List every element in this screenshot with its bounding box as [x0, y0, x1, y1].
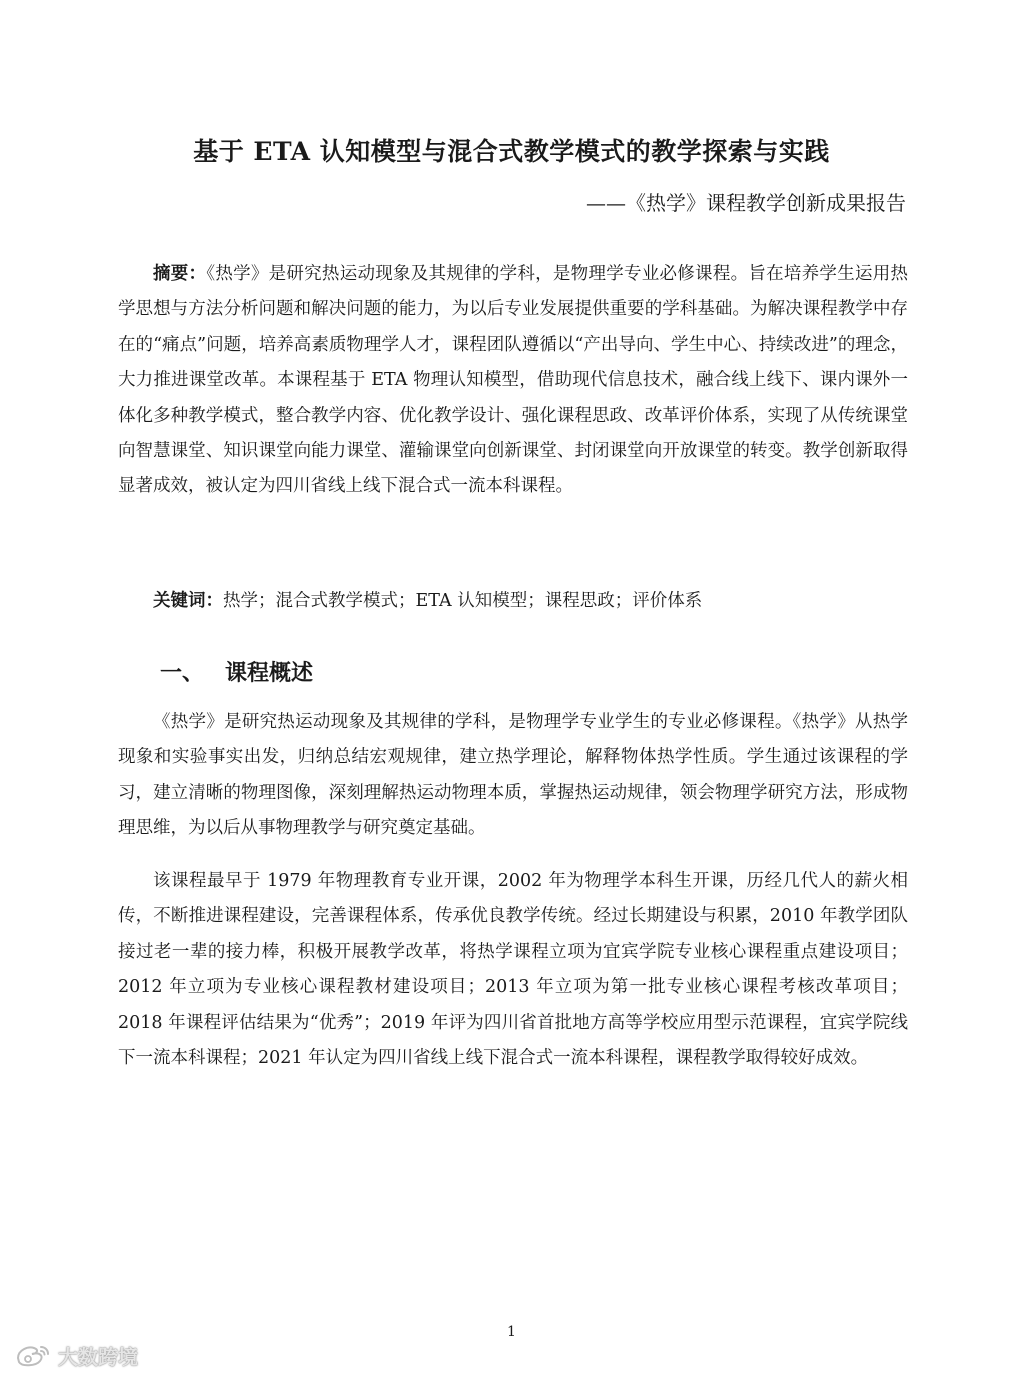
section-heading — [160, 655, 313, 693]
section-title: 课程概述 — [225, 661, 314, 686]
watermark — [14, 1340, 138, 1370]
weibo-logo-icon — [14, 1342, 52, 1368]
section-paragraph-1: 《热学》是研究热运动现象及其规律的学科，是物理学专业学生的专业必修课程。《热学》从热学现象和实验事实出发，归纳总结宏观规律，建立热学理论，解释物体热学性质。学生通过该课程的学习，建立清晰的物理图像，深刻理解热运动物理本质，掌握热运动规律，领会物理学研究方法，形成物理思维，为以后从事物理教学与研究奠定基础。 — [118, 712, 908, 839]
section-number: 一、 — [160, 661, 205, 686]
document-subtitle: ——《热学》课程教学创新成果报告 — [586, 191, 906, 215]
section-paragraph-2: 该课程最早于 1979 年物理教育专业开课，2002 年为物理学本科生开课，历经几代人的薪火相传，不断推进课程建设，完善课程体系，传承优良教学传统。经过长期建设与积累，2010 年教学团队接过老一辈的接力棒，积极开展教学改革，将热学课程立项为宜宾学院专业核心课程重点建设项目；2012 年立项为专业核心课程教材建设项目；2013 年立项为第一批专业核心课程考核改革项目；2018 年课程评估结果为“优秀”；2019 年评为四川省首批地方高等学校应用型示范课程，宜宾学院线下一流本科课程；2021 年认定为四川省线上线下混合式一流本科课程，课程教学取得较好成效。 — [118, 871, 908, 1069]
keywords-label: 关键词： — [153, 591, 223, 611]
abstract-text: 《热学》是研究热运动现象及其规律的学科，是物理学专业必修课程。旨在培养学生运用热学思想与方法分析问题和解决问题的能力，为以后专业发展提供重要的学科基础。为解决课程教学中存在的“痛点”问题，培养高素质物理学人才，课程团队遵循以“产出导向、学生中心、持续改进”的理念，大力推进课堂改革。本课程基于 ETA 物理认知模型，借助现代信息技术，融合线上线下、课内课外一体化多种教学模式，整合教学内容、优化教学设计、强化课程思政、改革评价体系，实现了从传统课堂向智慧课堂、知识课堂向能力课堂、灌输课堂向创新课堂、封闭课堂向开放课堂的转变。教学创新取得显著成效，被认定为四川省线上线下混合式一流本科课程。 — [118, 264, 909, 497]
keywords-text: 热学；混合式教学模式；ETA 认知模型；课程思政；评价体系 — [223, 591, 703, 611]
document-title: 基于 ETA 认知模型与混合式教学模式的教学探索与实践 — [193, 137, 830, 166]
abstract — [118, 257, 908, 505]
page-number: 1 — [507, 1324, 516, 1340]
watermark-text: 大数跨境 — [58, 1344, 138, 1369]
keywords — [118, 584, 908, 619]
abstract-label: 摘要： — [153, 264, 207, 284]
